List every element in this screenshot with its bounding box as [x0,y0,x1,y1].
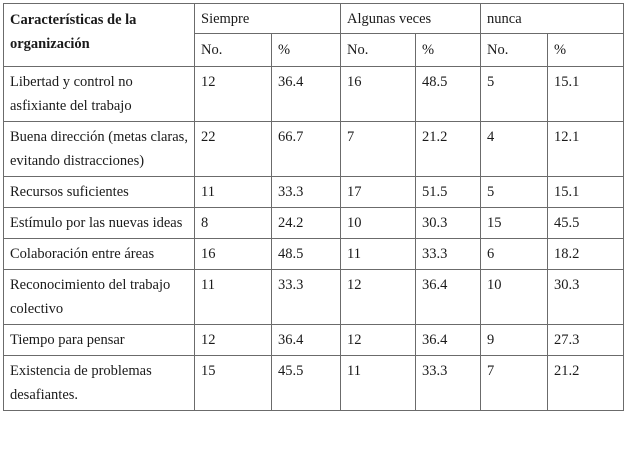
siempre-pct: 66.7 [272,122,341,177]
table-row [4,325,624,356]
row-feature: Recursos suficientes [4,177,195,208]
nunca-pct: 15.1 [548,177,624,208]
siempre-no: 22 [195,122,272,177]
nunca-no: 6 [481,239,548,270]
siempre-pct: 36.4 [272,67,341,122]
organization-characteristics-table [3,3,624,411]
table-row [4,239,624,270]
subheader-pct: % [416,34,481,67]
table-row [4,177,624,208]
nunca-no: 9 [481,325,548,356]
table-row [4,356,624,411]
nunca-pct: 15.1 [548,67,624,122]
header-feature: Características de la organización [4,4,195,67]
algunas-veces-no: 16 [341,67,416,122]
row-feature: Tiempo para pensar [4,325,195,356]
siempre-no: 8 [195,208,272,239]
siempre-pct: 48.5 [272,239,341,270]
algunas-veces-pct: 33.3 [416,356,481,411]
algunas-veces-pct: 51.5 [416,177,481,208]
row-feature: Buena dirección (metas claras, evitando distracciones) [4,122,195,177]
subheader-no: No. [481,34,548,67]
algunas-veces-no: 11 [341,356,416,411]
table-row [4,122,624,177]
siempre-no: 12 [195,325,272,356]
siempre-pct: 33.3 [272,177,341,208]
table-row [4,208,624,239]
table-body [4,67,624,411]
header-group-nunca: nunca [481,4,624,34]
nunca-no: 7 [481,356,548,411]
table-container [3,3,624,411]
header-group-algunas-veces: Algunas veces [341,4,481,34]
nunca-pct: 30.3 [548,270,624,325]
nunca-pct: 12.1 [548,122,624,177]
subheader-pct: % [272,34,341,67]
algunas-veces-no: 7 [341,122,416,177]
subheader-pct: % [548,34,624,67]
algunas-veces-no: 10 [341,208,416,239]
subheader-no: No. [341,34,416,67]
algunas-veces-pct: 36.4 [416,270,481,325]
subheader-no: No. [195,34,272,67]
header-group-siempre: Siempre [195,4,341,34]
siempre-pct: 45.5 [272,356,341,411]
nunca-no: 5 [481,177,548,208]
siempre-no: 11 [195,177,272,208]
nunca-pct: 21.2 [548,356,624,411]
row-feature: Existencia de problemas desafiantes. [4,356,195,411]
header-row-groups [4,4,624,34]
siempre-no: 11 [195,270,272,325]
nunca-no: 10 [481,270,548,325]
algunas-veces-pct: 30.3 [416,208,481,239]
siempre-no: 16 [195,239,272,270]
siempre-pct: 33.3 [272,270,341,325]
algunas-veces-pct: 48.5 [416,67,481,122]
algunas-veces-pct: 36.4 [416,325,481,356]
algunas-veces-no: 12 [341,270,416,325]
algunas-veces-no: 12 [341,325,416,356]
table-row [4,67,624,122]
siempre-pct: 24.2 [272,208,341,239]
nunca-no: 4 [481,122,548,177]
row-feature: Colaboración entre áreas [4,239,195,270]
nunca-pct: 27.3 [548,325,624,356]
row-feature: Estímulo por las nuevas ideas [4,208,195,239]
siempre-no: 12 [195,67,272,122]
siempre-pct: 36.4 [272,325,341,356]
nunca-no: 15 [481,208,548,239]
siempre-no: 15 [195,356,272,411]
algunas-veces-no: 17 [341,177,416,208]
row-feature: Reconocimiento del trabajo colectivo [4,270,195,325]
nunca-no: 5 [481,67,548,122]
nunca-pct: 45.5 [548,208,624,239]
table-row [4,270,624,325]
row-feature: Libertad y control no asfixiante del trabajo [4,67,195,122]
nunca-pct: 18.2 [548,239,624,270]
algunas-veces-no: 11 [341,239,416,270]
algunas-veces-pct: 33.3 [416,239,481,270]
algunas-veces-pct: 21.2 [416,122,481,177]
